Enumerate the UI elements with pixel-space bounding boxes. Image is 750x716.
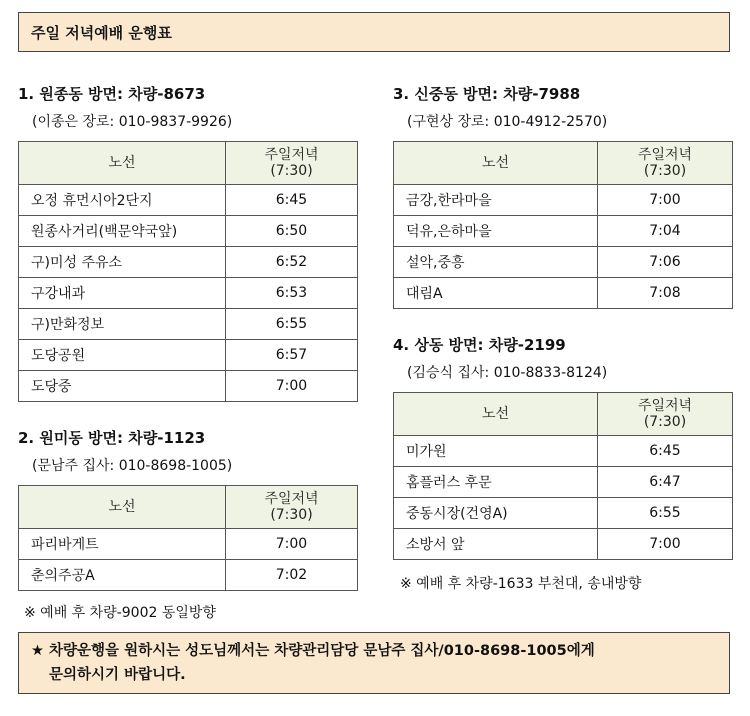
table-row: [19, 371, 358, 402]
service-header: [226, 486, 358, 529]
time-cell: 7:04: [598, 216, 733, 247]
notice-line1: [31, 639, 717, 663]
time-cell: 7:00: [226, 371, 358, 402]
route-cell: 미가원: [394, 436, 598, 467]
table-row: [394, 216, 733, 247]
route-cell: 원종사거리(백문약국앞): [19, 216, 226, 247]
route-cell: 구강내과: [19, 278, 226, 309]
route-cell: 도당공원: [19, 340, 226, 371]
section-contact: (이종은 장로: 010-9837-9926): [32, 114, 233, 130]
time-cell: 6:55: [226, 309, 358, 340]
route-table: [18, 485, 358, 591]
route-cell: 소방서 앞: [394, 529, 598, 560]
route-cell: 중동시장(건영A): [394, 498, 598, 529]
time-cell: 6:45: [226, 185, 358, 216]
time-cell: 6:53: [226, 278, 358, 309]
route-table: [393, 141, 733, 309]
service-header-line2: (7:30): [643, 163, 687, 179]
route-cell: 구)만화정보: [19, 309, 226, 340]
section-heading: 2. 원미동 방면: 차량-1123: [18, 429, 206, 447]
table-row: [394, 185, 733, 216]
time-cell: 7:00: [598, 529, 733, 560]
time-cell: 7:08: [598, 278, 733, 309]
route-cell: 오정 휴먼시아2단지: [19, 185, 226, 216]
section-heading: 1. 원종동 방면: 차량-8673: [18, 85, 206, 103]
route-cell: 금강,한라마을: [394, 185, 598, 216]
service-header-line1: 주일저녁: [264, 491, 319, 507]
table-header-row: [394, 142, 733, 185]
route-table: [18, 141, 358, 402]
section-sinjung: [393, 83, 733, 309]
notice-text-2: 문의하시기 바랍니다.: [49, 667, 186, 683]
section-heading: 4. 상동 방면: 차량-2199: [393, 336, 566, 354]
service-header-line1: 주일저녁: [264, 147, 319, 163]
section-note: ※ 예배 후 차량-9002 동일방향: [24, 605, 216, 621]
contact-notice: [18, 632, 730, 694]
table-row: [394, 436, 733, 467]
time-cell: 6:52: [226, 247, 358, 278]
time-cell: 7:00: [598, 185, 733, 216]
table-row: [394, 529, 733, 560]
route-cell: 설악,중흥: [394, 247, 598, 278]
table-row: [19, 340, 358, 371]
route-cell: 춘의주공A: [19, 560, 226, 591]
route-header: 노선: [394, 393, 598, 436]
table-row: [394, 278, 733, 309]
time-cell: 6:57: [226, 340, 358, 371]
notice-text-1: 차량운행을 원하시는 성도님께서는 차량관리담당 문남주 집사/010-8698-1005에게: [49, 643, 595, 659]
section-sangdong: [393, 334, 733, 560]
table-row: [19, 185, 358, 216]
section-wonmi: [18, 427, 358, 591]
table-header-row: [19, 486, 358, 529]
time-cell: 6:55: [598, 498, 733, 529]
service-header-line1: 주일저녁: [637, 398, 693, 414]
table-row: [19, 216, 358, 247]
section-contact: (구현상 장로: 010-4912-2570): [407, 114, 608, 130]
service-header-line2: (7:30): [643, 414, 687, 430]
table-header-row: [19, 142, 358, 185]
route-cell: 덕유,은하마을: [394, 216, 598, 247]
table-row: [19, 247, 358, 278]
route-cell: 홈플러스 후문: [394, 467, 598, 498]
route-header: 노선: [19, 142, 226, 185]
page-title: 주일 저녁예배 운행표: [18, 12, 730, 52]
section-heading: 3. 신중동 방면: 차량-7988: [393, 85, 581, 103]
time-cell: 7:02: [226, 560, 358, 591]
service-header: [226, 142, 358, 185]
route-cell: 파리바게트: [19, 529, 226, 560]
service-header-line2: (7:30): [270, 507, 313, 523]
service-header-line2: (7:30): [270, 163, 313, 179]
table-row: [19, 278, 358, 309]
section-contact: (문남주 집사: 010-8698-1005): [32, 458, 233, 474]
table-row: [394, 467, 733, 498]
section-contact: (김승식 집사: 010-8833-8124): [407, 365, 608, 381]
service-header-line1: 주일저녁: [637, 147, 693, 163]
time-cell: 7:00: [226, 529, 358, 560]
route-cell: 도당중: [19, 371, 226, 402]
time-cell: 6:45: [598, 436, 733, 467]
route-table: [393, 392, 733, 560]
table-row: [394, 498, 733, 529]
star-icon: ★: [31, 643, 44, 659]
section-note: ※ 예배 후 차량-1633 부천대, 송내방향: [400, 576, 642, 592]
route-cell: 구)미성 주유소: [19, 247, 226, 278]
table-row: [19, 309, 358, 340]
route-cell: 대림A: [394, 278, 598, 309]
service-header: [598, 393, 733, 436]
section-wonjong: [18, 83, 358, 402]
time-cell: 6:47: [598, 467, 733, 498]
route-header: 노선: [19, 486, 226, 529]
table-header-row: [394, 393, 733, 436]
service-header: [598, 142, 733, 185]
time-cell: 7:06: [598, 247, 733, 278]
table-row: [19, 560, 358, 591]
time-cell: 6:50: [226, 216, 358, 247]
table-row: [394, 247, 733, 278]
route-header: 노선: [394, 142, 598, 185]
table-row: [19, 529, 358, 560]
